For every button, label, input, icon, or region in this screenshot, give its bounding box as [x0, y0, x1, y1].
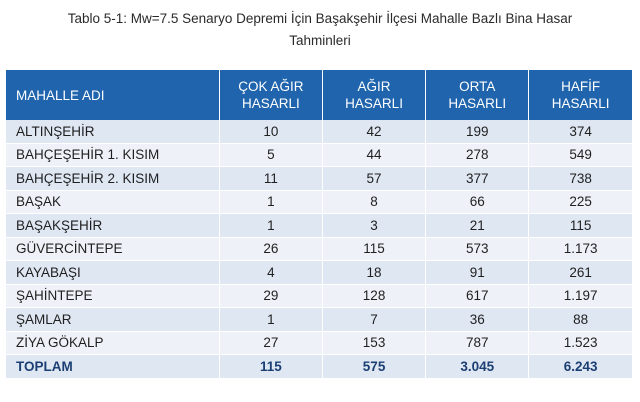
cell-light: 88: [529, 308, 632, 332]
table-row: [6, 237, 632, 261]
cell-moderate: 199: [426, 120, 529, 143]
cell-light: 1.197: [529, 284, 632, 308]
table-row: [6, 143, 632, 167]
header-label-line-2: HASARLI: [345, 96, 403, 111]
caption-line-2: Tahminleri: [289, 33, 351, 48]
table-row: [6, 167, 632, 191]
total-moderate: 3.045: [426, 355, 529, 379]
cell-heavy: 128: [322, 284, 425, 308]
cell-very-heavy: 1: [219, 308, 322, 332]
caption-line-1: Tablo 5-1: Mw=7.5 Senaryo Depremi İçin Başakşehir İlçesi Mahalle Bazlı Bina Hasar: [67, 11, 573, 26]
cell-moderate: 573: [426, 237, 529, 261]
header-agir-hasarli: [322, 70, 425, 120]
cell-moderate: 21: [426, 214, 529, 238]
cell-neighborhood: KAYABAŞI: [6, 261, 219, 285]
damage-estimate-table: [6, 70, 632, 379]
cell-neighborhood: BAHÇEŞEHİR 1. KISIM: [6, 143, 219, 167]
cell-moderate: 377: [426, 167, 529, 191]
cell-heavy: 115: [322, 237, 425, 261]
cell-neighborhood: BAŞAKŞEHİR: [6, 214, 219, 238]
header-hafif-hasarli: [529, 70, 632, 120]
cell-heavy: 44: [322, 143, 425, 167]
cell-very-heavy: 1: [219, 214, 322, 238]
table-caption: [0, 8, 640, 52]
cell-heavy: 3: [322, 214, 425, 238]
cell-very-heavy: 10: [219, 120, 322, 143]
header-label: MAHALLE ADI: [16, 87, 105, 103]
total-row: [6, 355, 632, 379]
cell-heavy: 42: [322, 120, 425, 143]
cell-neighborhood: ŞAHİNTEPE: [6, 284, 219, 308]
cell-very-heavy: 1: [219, 190, 322, 214]
cell-light: 261: [529, 261, 632, 285]
header-orta-hasarli: [426, 70, 529, 120]
cell-neighborhood: BAŞAK: [6, 190, 219, 214]
cell-moderate: 617: [426, 284, 529, 308]
cell-light: 549: [529, 143, 632, 167]
cell-very-heavy: 5: [219, 143, 322, 167]
table-row: [6, 120, 632, 143]
cell-neighborhood: GÜVERCİNTEPE: [6, 237, 219, 261]
header-label-line-1: AĞIR: [357, 79, 391, 94]
cell-light: 738: [529, 167, 632, 191]
total-heavy: 575: [322, 355, 425, 379]
cell-heavy: 8: [322, 190, 425, 214]
cell-heavy: 18: [322, 261, 425, 285]
cell-very-heavy: 4: [219, 261, 322, 285]
cell-neighborhood: ŞAMLAR: [6, 308, 219, 332]
header-label-line-2: HASARLI: [448, 96, 507, 111]
cell-neighborhood: ALTINŞEHİR: [6, 120, 219, 143]
total-label: TOPLAM: [6, 355, 219, 379]
cell-light: 225: [529, 190, 632, 214]
cell-light: 1.523: [529, 331, 632, 355]
cell-heavy: 57: [322, 167, 425, 191]
cell-heavy: 153: [322, 331, 425, 355]
cell-very-heavy: 26: [219, 237, 322, 261]
cell-moderate: 36: [426, 308, 529, 332]
header-label-line-2: HASARLI: [242, 96, 300, 111]
header-mahalle-adi: [6, 70, 219, 120]
total-very-heavy: 115: [219, 355, 322, 379]
cell-very-heavy: 27: [219, 331, 322, 355]
cell-light: 1.173: [529, 237, 632, 261]
table-row: [6, 261, 632, 285]
table-row: [6, 214, 632, 238]
cell-very-heavy: 11: [219, 167, 322, 191]
table-body: [6, 120, 632, 378]
cell-heavy: 7: [322, 308, 425, 332]
cell-neighborhood: BAHÇEŞEHİR 2. KISIM: [6, 167, 219, 191]
cell-moderate: 66: [426, 190, 529, 214]
cell-moderate: 787: [426, 331, 529, 355]
table-row: [6, 190, 632, 214]
table-row: [6, 308, 632, 332]
cell-light: 374: [529, 120, 632, 143]
header-label-line-1: ÇOK AĞIR: [238, 79, 304, 94]
header-label-line-1: HAFİF: [561, 79, 601, 94]
total-light: 6.243: [529, 355, 632, 379]
cell-moderate: 278: [426, 143, 529, 167]
cell-very-heavy: 29: [219, 284, 322, 308]
table-header: [6, 70, 632, 120]
header-row: [6, 70, 632, 120]
header-label-line-2: HASARLI: [551, 96, 610, 111]
cell-neighborhood: ZİYA GÖKALP: [6, 331, 219, 355]
cell-moderate: 91: [426, 261, 529, 285]
cell-light: 115: [529, 214, 632, 238]
table-row: [6, 331, 632, 355]
table-row: [6, 284, 632, 308]
header-cok-agir-hasarli: [219, 70, 322, 120]
header-label-line-1: ORTA: [459, 79, 496, 94]
